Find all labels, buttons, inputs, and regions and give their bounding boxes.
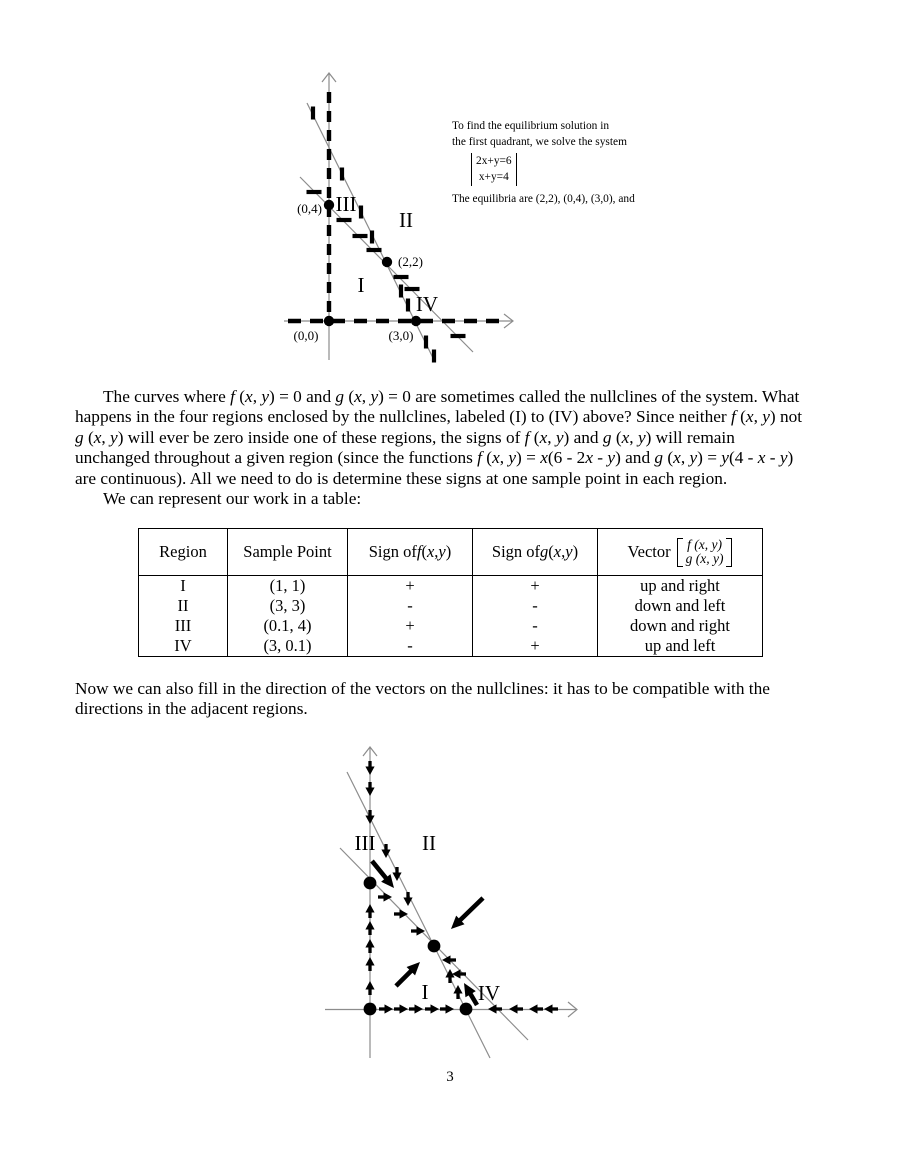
vector-entry-f: f (x, y) <box>687 536 722 552</box>
paragraph-line: directions in the adjacent regions. <box>75 699 308 719</box>
middle-paragraph <box>75 679 770 720</box>
flow-arrow-down <box>365 782 374 796</box>
table-header-vector <box>598 529 762 576</box>
equation-1: 2x+y=6 <box>476 155 512 167</box>
vector-field-figure-bottom <box>315 735 590 1065</box>
point-label: (0,0) <box>293 328 319 343</box>
paragraph-line: g (x, y) will ever be zero inside one of these regions, the signs of f (x, y) and g (x, y) will remain <box>75 427 735 447</box>
flow-arrow-left <box>488 1004 502 1013</box>
table-cell-sign-g: + <box>473 576 598 596</box>
flow-arrow-right <box>394 1004 408 1013</box>
flow-arrow-up <box>365 939 374 953</box>
table-header-sample-point: Sample Point <box>228 529 348 576</box>
point-label: (3,0) <box>388 328 414 343</box>
bracket-right <box>726 538 732 567</box>
paragraph-line: The curves where f (x, y) = 0 and g (x, y) = 0 are sometimes called the nullclines of the system. What <box>103 387 800 406</box>
equation-system-row <box>471 153 672 186</box>
table-cell-sign-g: - <box>473 596 598 616</box>
paragraph-line: are continuous). All we need to do is determine these signs at one sample point in each region. <box>75 468 728 488</box>
flow-arrow-up <box>365 904 374 918</box>
equilibrium-point <box>460 1003 473 1016</box>
table-cell-sample: (1, 1) <box>228 576 348 596</box>
flow-arrow-left <box>529 1004 543 1013</box>
flow-arrow-right <box>411 926 425 935</box>
table-cell-sample: (3, 3) <box>228 596 348 616</box>
region-label: II <box>399 208 413 232</box>
equilibrium-point <box>428 940 441 953</box>
table-cell-sign-g: + <box>473 636 598 656</box>
table-cell-vector: down and left <box>634 596 726 615</box>
table-header-sign-g: Sign of g ( x , y ) <box>473 529 598 576</box>
flow-arrow-right <box>440 1004 454 1013</box>
region-label: I <box>421 980 429 1004</box>
paragraph-line: unchanged throughout a given region (since the functions f (x, y) = x(6 - 2x - y) and g (x, y) = y(4 - x - y) <box>75 448 794 468</box>
region-label: IV <box>477 981 501 1005</box>
flow-arrow-up <box>365 921 374 935</box>
phase-plane-figure-top <box>270 60 630 380</box>
table-cell-sample: (3, 0.1) <box>228 636 348 656</box>
equilibrium-point <box>324 316 334 326</box>
flow-arrow-down <box>403 892 412 906</box>
table-cell-sign-f: + <box>348 616 473 636</box>
region-label: III <box>335 192 357 216</box>
paragraph-line: We can represent our work in a table: <box>103 489 362 509</box>
region-label: I <box>357 273 365 297</box>
flow-arrow-up <box>365 981 374 995</box>
region-label: II <box>422 831 436 855</box>
vector-matrix <box>677 538 733 567</box>
page-number: 3 <box>446 1069 454 1085</box>
table-cell-sign-f: + <box>348 576 473 596</box>
table-cell-region: II <box>139 596 228 616</box>
equilibria-result-line: The equilibria are (2,2), (0,4), (3,0), and <box>452 193 635 205</box>
region-flow-arrow <box>396 958 424 986</box>
equilibrium-point <box>364 877 377 890</box>
table-cell-vector: up and left <box>644 636 716 655</box>
vector-entry-g: g (x, y) <box>685 551 724 566</box>
equilibrium-point <box>411 316 421 326</box>
table-cell-region: I <box>139 576 228 596</box>
table-header-region: Region <box>139 529 228 576</box>
equilibrium-point <box>324 200 334 210</box>
vector-label: Vector <box>627 542 671 561</box>
table-cell-region: III <box>139 616 228 636</box>
region-flow-arrow <box>447 898 483 933</box>
flow-arrow-left <box>544 1004 558 1013</box>
equilibrium-point <box>364 1003 377 1016</box>
flow-arrow-right <box>425 1004 439 1013</box>
table-cell-sample: (0.1, 4) <box>228 616 348 636</box>
note-line: the first quadrant, we solve the system <box>452 135 627 148</box>
table-cell-region: IV <box>139 636 228 656</box>
flow-arrow-right <box>409 1004 423 1013</box>
paragraph-line: happens in the four regions enclosed by the nullclines, labeled (I) to (IV) above? Since neither f (x, y) not <box>75 407 803 427</box>
table-header-sign-f: Sign of f ( x , y ) <box>348 529 473 576</box>
point-label: (0,4) <box>297 201 322 216</box>
table-cell-sign-g: - <box>473 616 598 636</box>
note-line: To find the equilibrium solution in <box>452 120 610 132</box>
equation-system <box>471 153 517 186</box>
flow-arrow-right <box>394 909 408 918</box>
table-cell-vector: down and right <box>630 616 730 635</box>
sign-table <box>138 528 763 657</box>
flow-arrow-right <box>378 892 392 901</box>
figure-side-note <box>452 119 672 208</box>
table-cell-sign-f: - <box>348 636 473 656</box>
flow-arrow-left <box>509 1004 523 1013</box>
equilibrium-point <box>382 257 392 267</box>
paragraph-line: Now we can also fill in the direction of the vectors on the nullclines: it has to be compatible with the <box>75 679 770 698</box>
intro-paragraph <box>75 387 802 509</box>
flow-arrow-left <box>442 955 456 964</box>
region-label: IV <box>415 292 439 316</box>
equation-2: x+y=4 <box>478 170 509 183</box>
flow-arrow-up <box>365 957 374 971</box>
table-cell-sign-f: - <box>348 596 473 616</box>
flow-arrow-right <box>379 1004 393 1013</box>
table-cell-vector: up and right <box>640 576 720 595</box>
region-label: III <box>354 831 376 855</box>
point-label: (2,2) <box>398 254 423 269</box>
flow-arrow-down <box>365 761 374 775</box>
